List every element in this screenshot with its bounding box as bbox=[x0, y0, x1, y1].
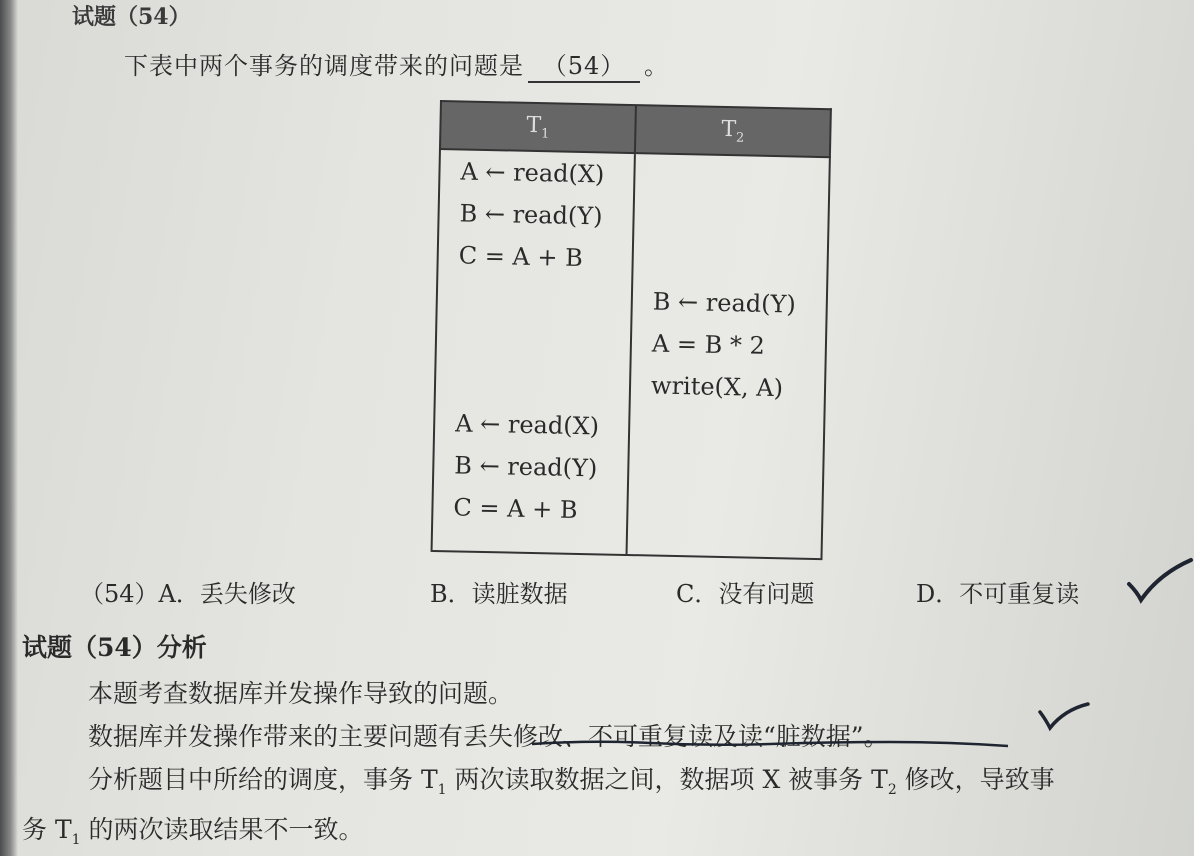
analysis-paragraph-1: 本题考查数据库并发操作导致的问题。 bbox=[88, 679, 514, 708]
t2-op: write(X, A) bbox=[650, 371, 784, 403]
t1-op: B ← read(Y) bbox=[454, 451, 598, 483]
option-b: B．读脏数据 bbox=[430, 580, 568, 608]
option-a: （54）A．丢失修改 bbox=[80, 580, 296, 608]
t1-op: C = A + B bbox=[453, 493, 578, 524]
t2-op: B ← read(Y) bbox=[652, 287, 797, 319]
analysis-paragraph-3: 分析题目中所给的调度，事务 $T_1$ 两次读取数据之间，数据项 X 被事务 $T_2$ 修改，导致事 bbox=[88, 765, 1055, 798]
question-text bbox=[124, 46, 669, 83]
t1-column bbox=[432, 149, 635, 555]
t1-op: C = A + B bbox=[458, 241, 584, 273]
answer-blank: （54） bbox=[528, 46, 640, 83]
hand-underline bbox=[530, 734, 1010, 754]
t2-op: A = B * 2 bbox=[651, 329, 766, 360]
option-d: D．不可重复读 bbox=[916, 580, 1080, 608]
option-c: C．没有问题 bbox=[676, 580, 815, 608]
analysis-paragraph-2: 数据库并发操作带来的主要问题有丢失修改、不可重复读及读“脏数据”。 bbox=[88, 722, 889, 751]
t1-op: B ← read(Y) bbox=[459, 199, 603, 231]
schedule-table bbox=[431, 100, 832, 560]
t2-column bbox=[627, 153, 830, 559]
t1-op: A ← read(X) bbox=[460, 157, 605, 189]
checkmark-icon bbox=[1125, 556, 1194, 606]
header-t2: $T_2$ bbox=[635, 105, 831, 157]
analysis-paragraph-4: 务 $T_1$ 的两次读取结果不一致。 bbox=[22, 815, 364, 848]
question-end: 。 bbox=[644, 52, 669, 80]
question-number: 试题（54） bbox=[72, 4, 191, 30]
page-edge-shadow bbox=[0, 0, 18, 856]
analysis-title: 试题（54）分析 bbox=[22, 633, 207, 662]
question-stem: 下表中两个事务的调度带来的问题是 bbox=[124, 52, 524, 80]
t1-op: A ← read(X) bbox=[454, 409, 600, 441]
header-t1: $T_1$ bbox=[440, 101, 636, 153]
checkmark-icon bbox=[1036, 698, 1092, 734]
